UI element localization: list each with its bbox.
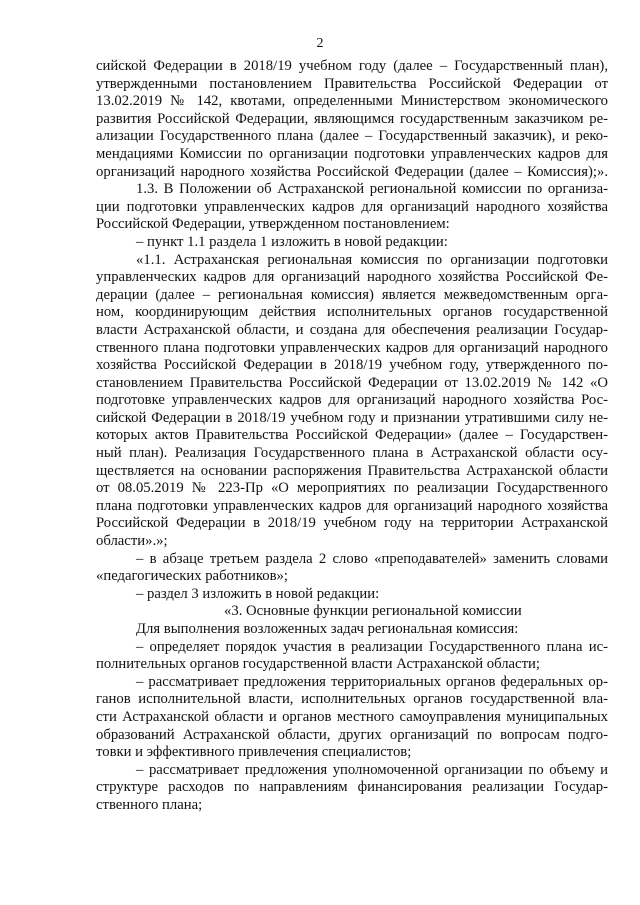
text-line: от 08.05.2019 № 223-Пр «О мероприятиях по реализации Государственного: [96, 480, 608, 497]
text-line: ном, координирующим действия исполнительных органов государственной: [96, 304, 608, 321]
text-line: утвержденными постановлением Правительства Российской Федерации от: [96, 75, 608, 92]
text-line: – рассматривает предложения территориальных органов федеральных ор-: [136, 673, 608, 690]
document-body: [96, 58, 608, 815]
text-line: становлением Правительства Российской Федерации от 13.02.2019 № 142 «О: [96, 374, 608, 391]
text-line: – определяет порядок участия в реализации Государственного плана ис-: [136, 638, 608, 655]
text-line: ный план). Реализация Государственного плана в Астраханской области осу-: [96, 445, 608, 462]
text-line: ции подготовки управленческих кадров для организаций народного хозяйства: [96, 198, 608, 215]
text-line: дерации (далее – региональная комиссия) является межведомственным орга-: [96, 286, 608, 303]
text-line: организаций народного хозяйства Российской Федерации (далее – Комиссия);».: [96, 163, 608, 180]
text-line: Российской Федерации в 2018/19 учебном году на территории Астраханской: [96, 515, 608, 532]
text-line: ственного плана;: [96, 796, 203, 813]
text-line: области».»;: [96, 533, 168, 550]
text-line: образований Астраханской области, других организаций по вопросам подго-: [96, 726, 608, 743]
text-line: ганов исполнительной власти, исполнительных органов государственной вла-: [96, 691, 608, 708]
text-line: ществляется на основании распоряжения Правительства Астраханской области: [96, 462, 608, 479]
text-line: управленческих кадров для организаций народного хозяйства Российской Фе-: [96, 269, 608, 286]
text-line: плана подготовки управленческих кадров для организаций народного хозяйства: [96, 497, 608, 514]
text-line: мендациями Комиссии по организации подготовки управленческих кадров для: [96, 145, 608, 162]
text-line: сти Астраханской области и органов местного самоуправления муниципальных: [96, 708, 608, 725]
text-line: сийской Федерации в 2018/19 учебном году (далее – Государственный план),: [96, 58, 608, 74]
text-line: – в абзаце третьем раздела 2 слово «преподавателей» заменить словами: [136, 550, 608, 567]
text-line: полнительных органов государственной власти Астраханской области;: [96, 656, 540, 673]
page-number: 2: [316, 36, 324, 51]
text-line: 1.3. В Положении об Астраханской региональной комиссии по организа-: [136, 181, 608, 198]
text-line: подготовке управленческих кадров для организаций народного хозяйства Рос-: [96, 392, 608, 409]
text-line: развития Российской Федерации, являющимся государственным заказчиком ре-: [96, 110, 608, 127]
text-line: которых актов Правительства Российской Федерации» (далее – Государствен-: [96, 427, 608, 444]
text-line: структуре расходов по направлениям финансирования реализации Государ-: [96, 779, 608, 796]
text-line: хозяйства Российской Федерации в 2018/19 учебном году, утвержденного по-: [96, 357, 608, 374]
text-line: власти Астраханской области, и создана для обеспечения реализации Государ-: [96, 321, 608, 338]
text-line: товки и эффективного привлечения специалистов;: [96, 744, 412, 761]
text-line: «педагогических работников»;: [96, 568, 288, 585]
text-line: Российской Федерации, утвержденном постановлением:: [96, 216, 450, 233]
text-line: «3. Основные функции региональной комиссии: [224, 603, 522, 620]
text-line: ственного плана подготовки управленческих кадров для организаций народного: [96, 339, 608, 356]
text-line: «1.1. Астраханская региональная комиссия по организации подготовки: [136, 251, 608, 268]
text-line: 13.02.2019 № 142, квотами, определенными Министерством экономического: [96, 93, 608, 110]
text-line: ализации Государственного плана (далее – Государственный заказчик), и реко-: [96, 128, 608, 145]
text-line: – рассматривает предложения уполномоченной организации по объему и: [136, 761, 608, 778]
text-line: – пункт 1.1 раздела 1 изложить в новой редакции:: [136, 233, 448, 250]
text-line: Для выполнения возложенных задач региональная комиссия:: [136, 621, 519, 637]
text-line: сийской Федерации в 2018/19 учебном году и признании утратившими силу не-: [96, 409, 608, 426]
text-line: – раздел 3 изложить в новой редакции:: [136, 585, 380, 602]
